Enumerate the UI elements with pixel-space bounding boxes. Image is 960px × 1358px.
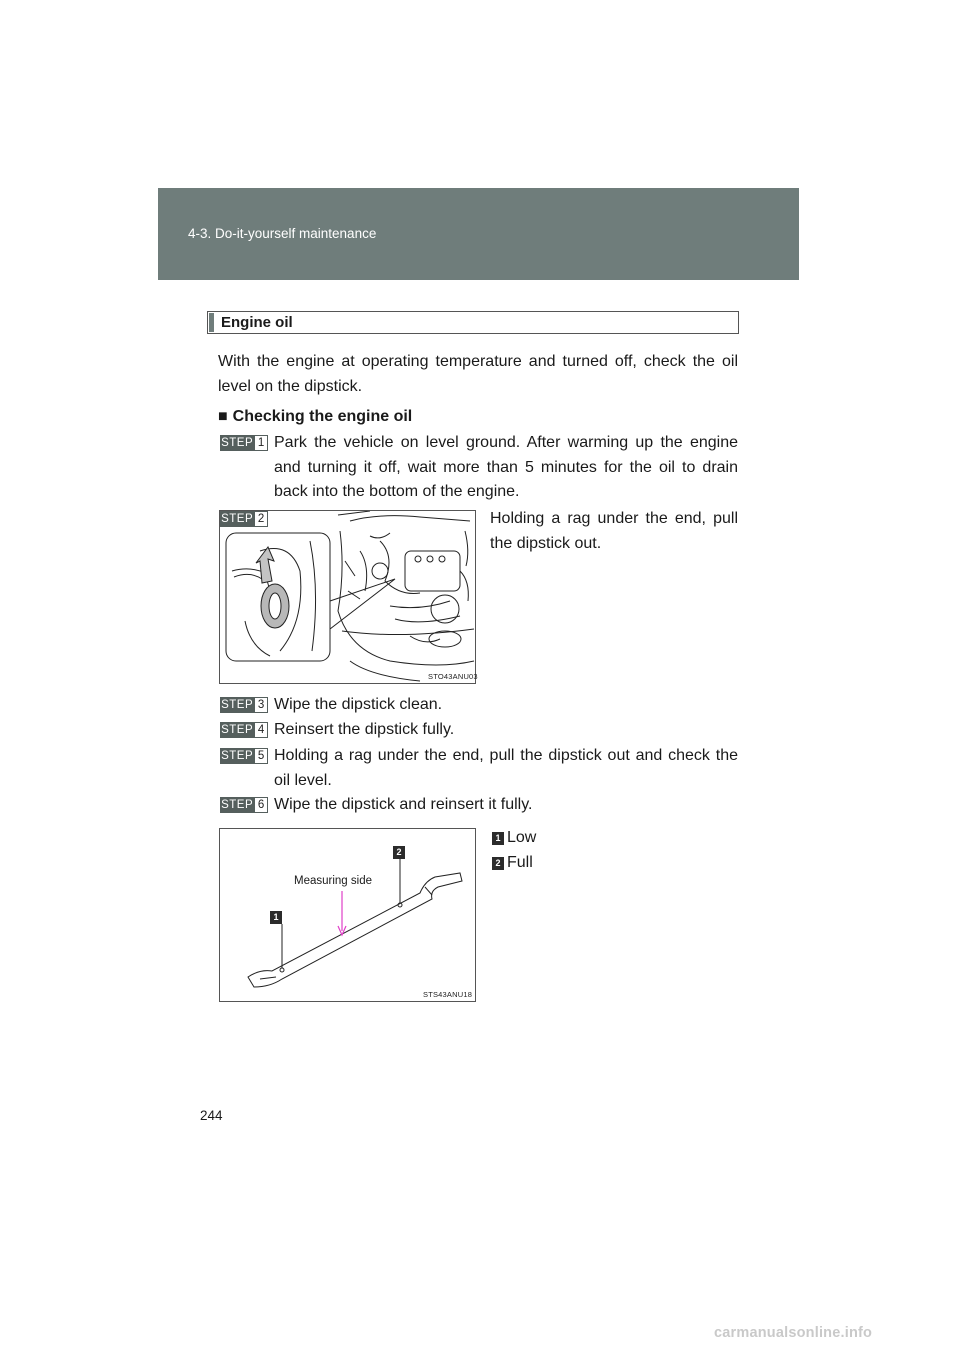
- step-number: 1: [254, 435, 268, 451]
- step-badge-3: [220, 697, 268, 713]
- step-number: 5: [254, 748, 268, 764]
- step-badge-5: [220, 748, 268, 764]
- section-title: Engine oil: [221, 314, 293, 331]
- chapter-header: [158, 188, 799, 280]
- legend-item-full: [492, 851, 533, 876]
- step-2-text: Holding a rag under the end, pull the dipstick out.: [490, 510, 738, 552]
- step-1-text: Park the vehicle on level ground. After warming up the engine and turning it off, wait more than 5 minutes for the oil to drain back into the bottom of the engine.: [274, 434, 738, 500]
- legend-label: Full: [507, 854, 533, 871]
- step-label: STEP: [221, 750, 254, 762]
- page-number: 244: [200, 1108, 223, 1123]
- step-number: 6: [254, 797, 268, 813]
- step-6-text: Wipe the dipstick and reinsert it fully.: [274, 796, 533, 813]
- step-badge-4: [220, 722, 268, 738]
- watermark: carmanualsonline.info: [714, 1325, 873, 1341]
- step-badge-2: [220, 511, 268, 527]
- step-5-text: Holding a rag under the end, pull the dipstick out and check the oil level.: [274, 747, 738, 789]
- legend-marker: 1: [492, 832, 504, 845]
- figure-code: STS43ANU18: [423, 990, 473, 999]
- legend-label: Low: [507, 829, 537, 846]
- step-badge-6: [220, 797, 268, 813]
- step-label: STEP: [221, 437, 254, 449]
- step-badge-1: [220, 435, 268, 451]
- figure-code: STO43ANU03: [428, 672, 478, 681]
- dipstick-level-illustration: [220, 829, 475, 1001]
- figure-dipstick-levels: [219, 828, 476, 1002]
- figure-engine-dipstick: [219, 510, 476, 684]
- square-bullet-icon: ■: [218, 408, 228, 425]
- marker-low: 1: [270, 911, 282, 924]
- section-accent-bar: [209, 313, 214, 332]
- step-label: STEP: [221, 799, 254, 811]
- subsection-heading: [218, 405, 412, 430]
- measuring-side-label: Measuring side: [294, 875, 372, 887]
- step-3-text: Wipe the dipstick clean.: [274, 696, 443, 713]
- intro-paragraph: With the engine at operating temperature and turned off, check the oil level on the dipstick.: [218, 353, 738, 395]
- legend-item-low: [492, 826, 536, 851]
- subsection-title: Checking the engine oil: [232, 408, 413, 425]
- step-number: 4: [254, 722, 268, 738]
- step-4-text: Reinsert the dipstick fully.: [274, 721, 455, 738]
- step-label: STEP: [221, 513, 254, 525]
- step-label: STEP: [221, 699, 254, 711]
- engine-dipstick-illustration: [220, 511, 475, 683]
- chapter-title: 4-3. Do-it-yourself maintenance: [188, 226, 377, 241]
- legend-marker: 2: [492, 857, 504, 870]
- step-number: 2: [254, 511, 268, 527]
- section-header: [207, 311, 739, 334]
- step-label: STEP: [221, 724, 254, 736]
- marker-full: 2: [393, 846, 405, 859]
- step-number: 3: [254, 697, 268, 713]
